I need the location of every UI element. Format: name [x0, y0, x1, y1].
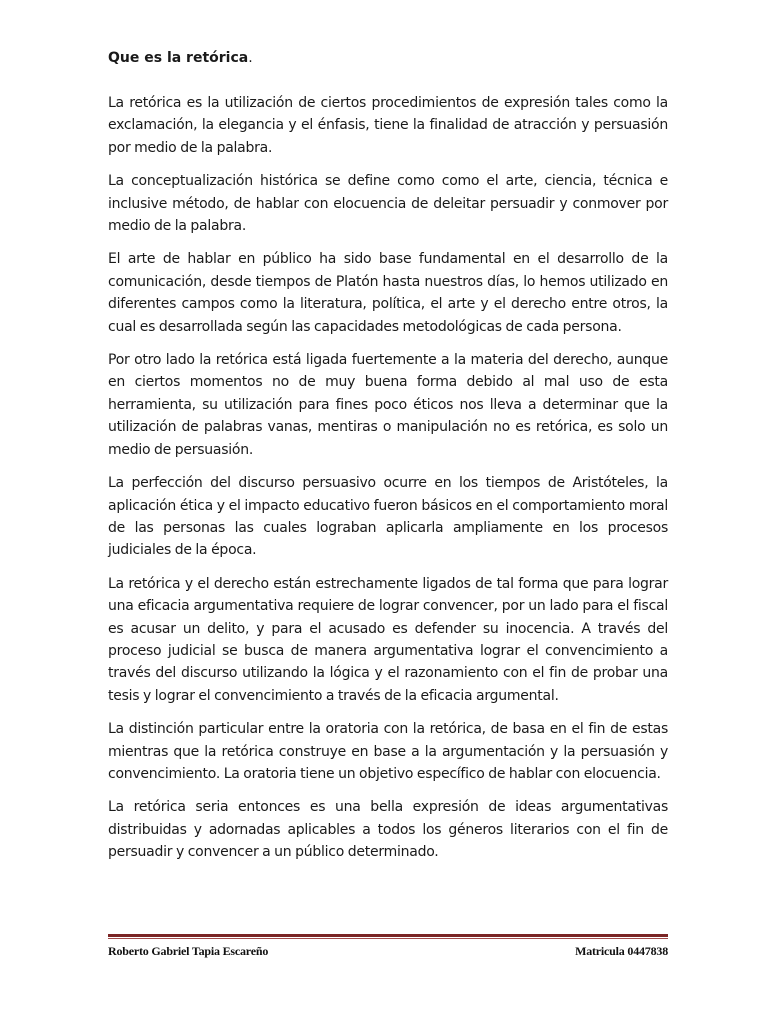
page-footer [108, 934, 668, 959]
paragraph: La conceptualización histórica se define como como el arte, ciencia, técnica e inclusive método, de hablar con elocuencia de deleitar persuadir y conmover por medio de la palabra. [108, 173, 668, 235]
paragraph: La distinción particular entre la oratoria con la retórica, de basa en el fin de estas mientras que la retórica construye en base a la argumentación y la persuasión y convencimiento. La oratoria tiene un objetivo específico de hablar con elocuencia. [108, 721, 668, 782]
paragraph: La retórica y el derecho están estrechamente ligados de tal forma que para lograr una eficacia argumentativa requiere de lograr convencer, por un lado para el fiscal es acusar un delito, y para el acusado es defender su inocencia. A través del proceso judicial se busca de manera argumentativa lograr el convencimiento a través del discurso utilizando la lógica y el razonamiento con el fin de probar una tesis y lograr el convencimiento a través de la eficacia argumental. [108, 575, 668, 704]
footer-student-id: Matricula 0447838 [575, 944, 668, 958]
paragraph: La retórica es la utilización de ciertos procedimientos de expresión tales como la exclamación, la elegancia y el énfasis, tiene la finalidad de atracción y persuasión por medio de la palabra. [108, 95, 668, 156]
paragraph: Por otro lado la retórica está ligada fuertemente a la materia del derecho, aunque en ciertos momentos no de muy buena forma debido al mal uso de esta herramienta, su utilización para fines poco éticos nos lleva a determinar que la utilización de palabras vanas, mentiras o manipulación no es retórica, es solo un medio de persuasión. [108, 352, 668, 458]
paragraph: El arte de hablar en público ha sido base fundamental en el desarrollo de la comunicación, desde tiempos de Platón hasta nuestros días, lo hemos utilizado en diferentes campos como la literatura, política, el arte y el derecho entre otros, la cual es desarrollada según las capacidades metodológicas de cada persona. [108, 251, 668, 335]
document-title-punctuation: . [248, 50, 253, 66]
paragraph: La perfección del discurso persuasivo ocurre en los tiempos de Aristóteles, la aplicación ética y el impacto educativo fueron básicos en el comportamiento moral de las personas las cuales lograban aplicarla ampliamente en los procesos judiciales de la época. [108, 475, 668, 559]
document-page [108, 44, 668, 875]
paragraph: La retórica seria entonces es una bella expresión de ideas argumentativas distribuidas y adornadas aplicables a todos los géneros literarios con el fin de persuadir y convencer a un público determinado. [108, 799, 668, 861]
document-title [108, 44, 668, 72]
footer-rule-thin [108, 938, 668, 939]
footer-row [108, 944, 668, 959]
footer-author: Roberto Gabriel Tapia Escareño [108, 944, 269, 958]
document-title-text: Que es la retórica [108, 50, 249, 66]
